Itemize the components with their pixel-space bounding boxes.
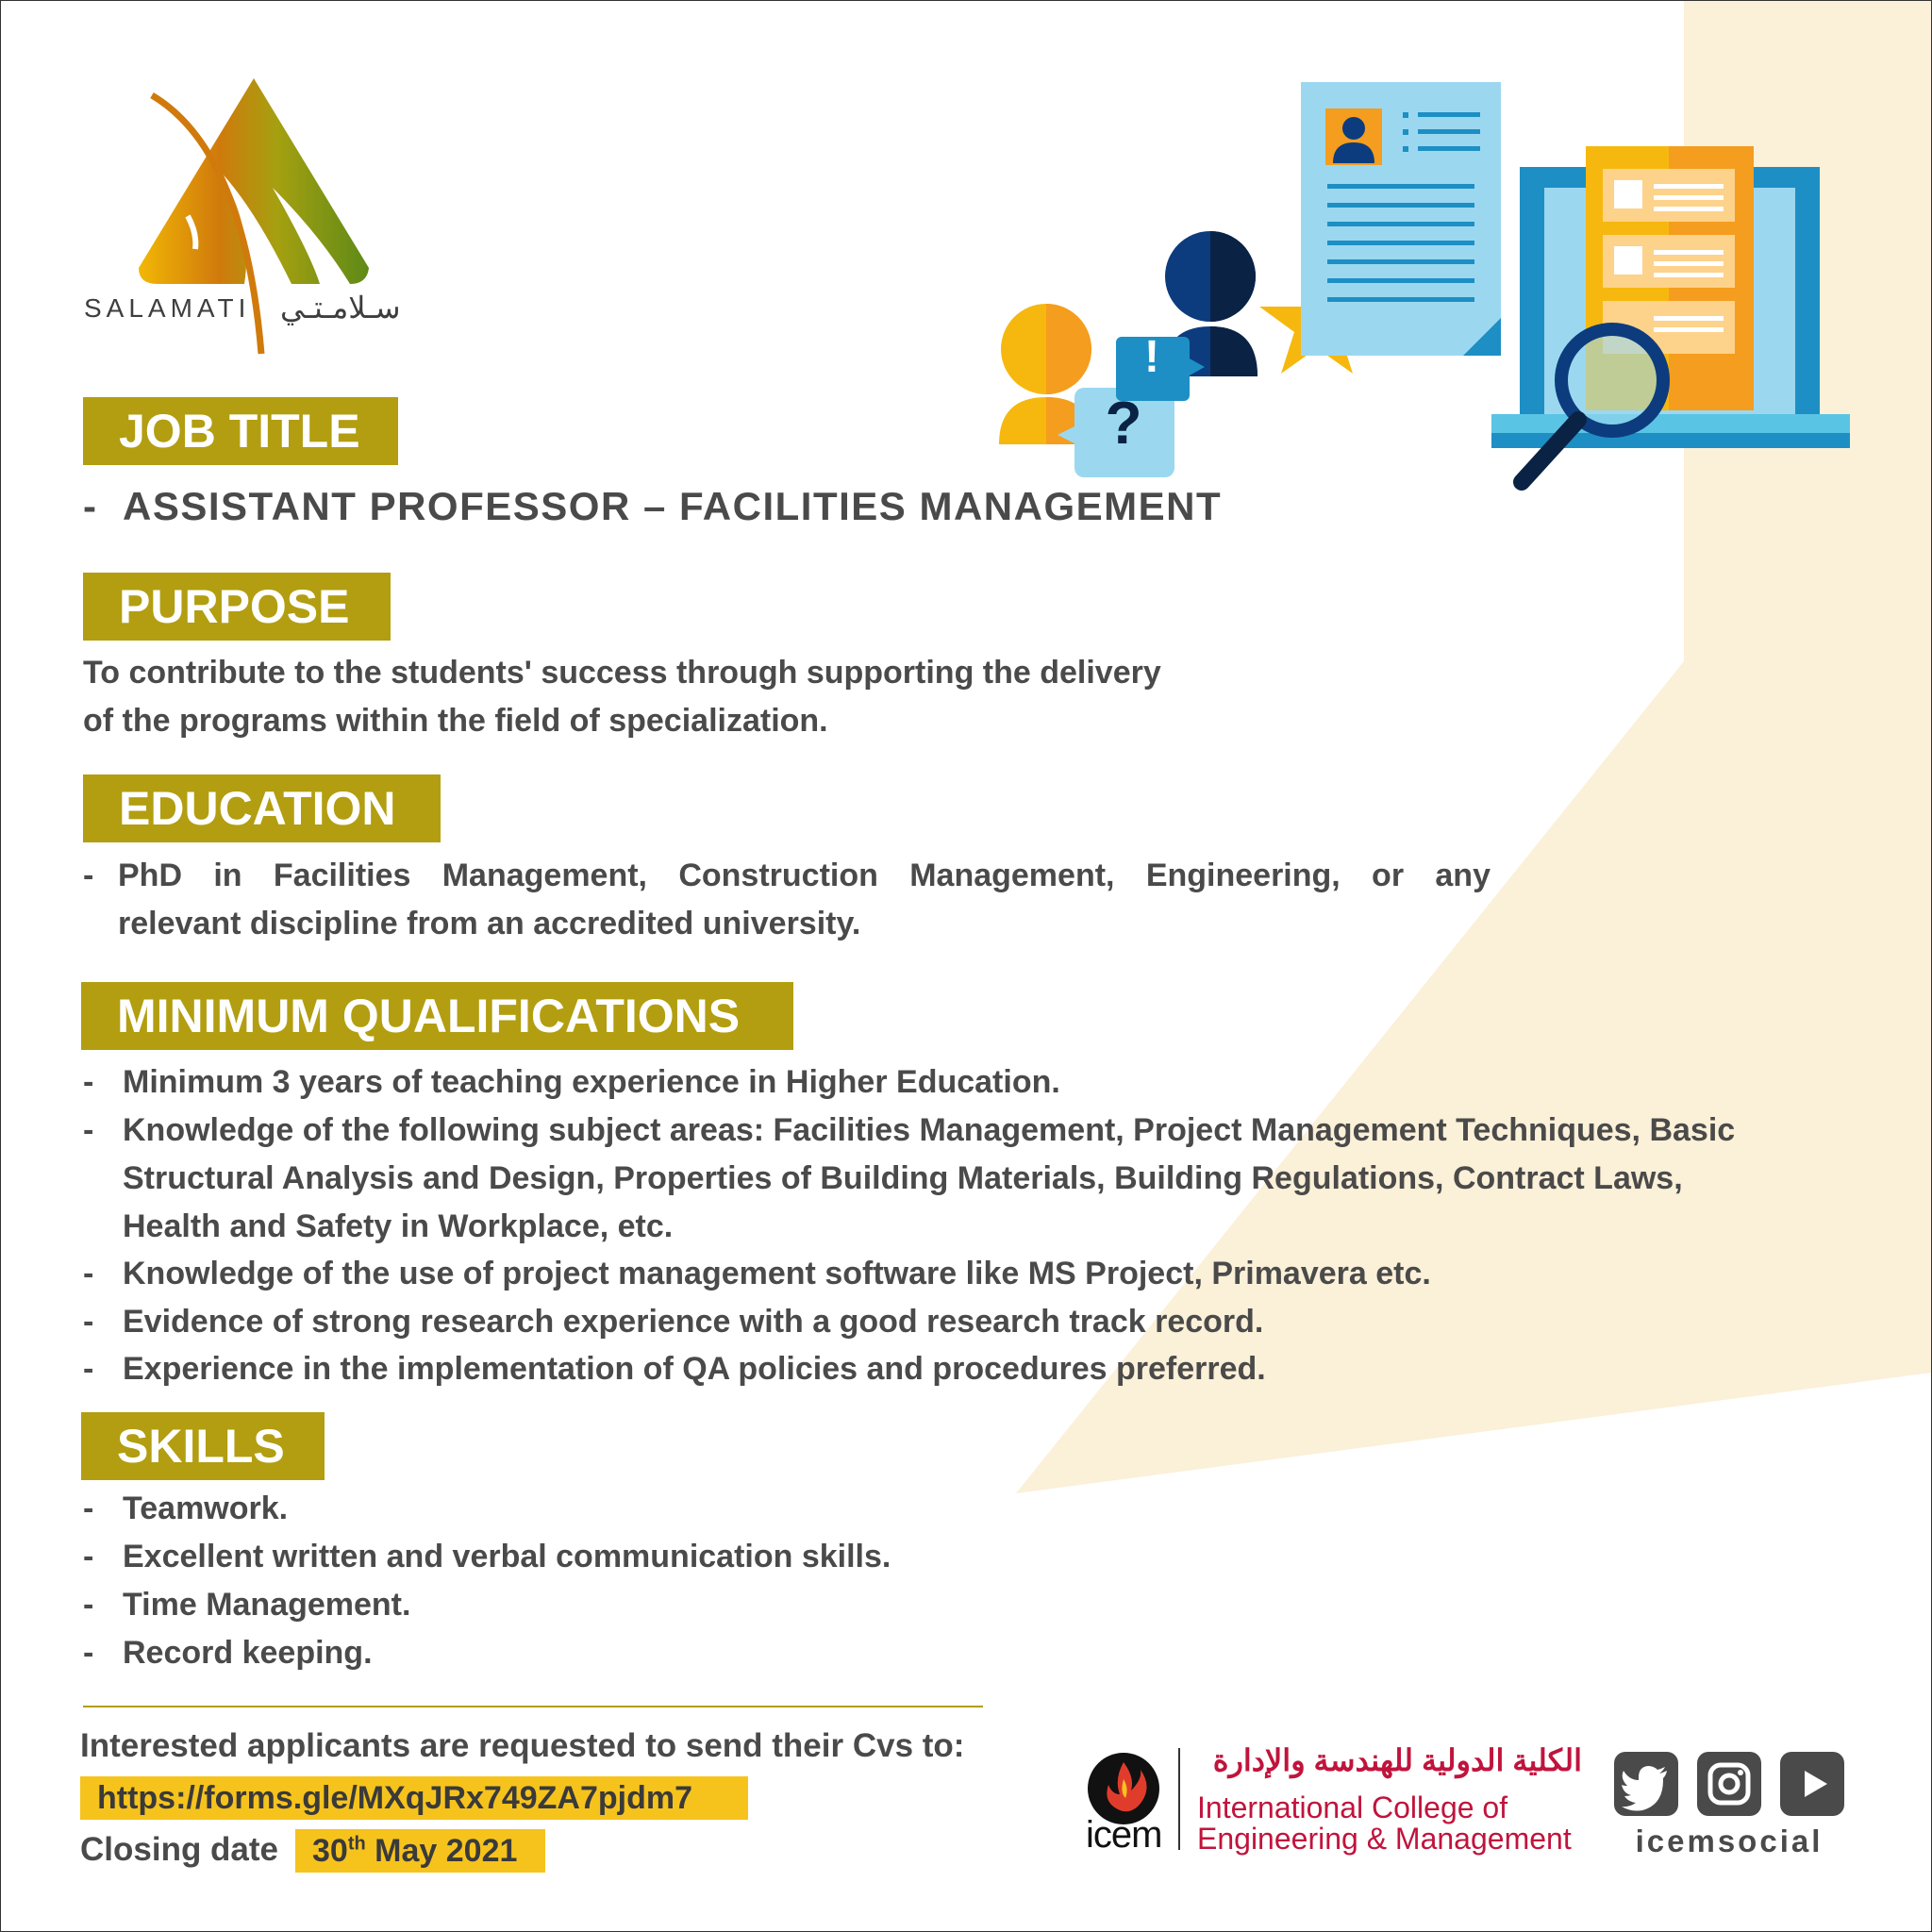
- twitter-icon[interactable]: [1614, 1752, 1678, 1816]
- qualification-text: Knowledge of the following subject areas: Facilities Management, Project Management Techniques, Basic: [123, 1112, 1736, 1148]
- qualification-text: Minimum 3 years of teaching experience in Higher Education.: [123, 1064, 1060, 1100]
- bullet-dash: -: [83, 1304, 94, 1340]
- qualifications-heading: MINIMUM QUALIFICATIONS: [81, 982, 793, 1050]
- education-dash: -: [83, 858, 94, 893]
- exclamation-mark-icon: !: [1144, 332, 1159, 382]
- skill-text: Excellent written and verbal communication skills.: [123, 1539, 891, 1574]
- purpose-line-2: of the programs within the field of specialization.: [83, 703, 828, 739]
- closing-date-label: Closing date: [80, 1831, 279, 1868]
- job-title-dash: -: [83, 484, 98, 528]
- bullet-dash: -: [83, 1587, 94, 1623]
- bullet-dash: -: [83, 1064, 94, 1100]
- qualification-text: Evidence of strong research experience with a good research track record.: [123, 1304, 1264, 1340]
- qualification-text: Experience in the implementation of QA policies and procedures preferred.: [123, 1351, 1266, 1387]
- college-name-ar: الكلية الدولية للهندسة والإدارة: [1212, 1743, 1582, 1777]
- brand-name-ar: سـلامـتـي: [280, 291, 401, 325]
- purpose-line-1: To contribute to the students' success through supporting the delivery: [83, 655, 1161, 691]
- bullet-dash: -: [83, 1351, 94, 1387]
- instagram-icon[interactable]: [1697, 1752, 1761, 1816]
- question-mark-icon: ?: [1105, 389, 1142, 457]
- education-heading: EDUCATION: [83, 774, 441, 842]
- bullet-dash: -: [83, 1635, 94, 1671]
- apply-prompt: Interested applicants are requested to send their Cvs to:: [80, 1727, 965, 1764]
- qualification-text: Knowledge of the use of project management software like MS Project, Primavera etc.: [123, 1256, 1431, 1291]
- bullet-dash: -: [83, 1539, 94, 1574]
- education-line-1: PhD in Facilities Management, Construction Management, Engineering, or any: [118, 858, 1491, 893]
- purpose-heading: PURPOSE: [83, 573, 391, 641]
- education-line-2: relevant discipline from an accredited university.: [118, 906, 861, 941]
- skill-text: Time Management.: [123, 1587, 411, 1623]
- skill-text: Teamwork.: [123, 1491, 289, 1526]
- bullet-dash: -: [83, 1491, 94, 1526]
- skills-heading: SKILLS: [81, 1412, 325, 1480]
- closing-day: 30: [312, 1833, 348, 1869]
- divider: [83, 1706, 983, 1707]
- youtube-icon[interactable]: [1780, 1752, 1844, 1816]
- brand-name-en: SALAMATI: [84, 293, 251, 323]
- application-link[interactable]: https://forms.gle/MXqJRx749ZA7pjdm7: [80, 1776, 748, 1820]
- closing-date-value: [295, 1829, 545, 1873]
- bullet-dash: -: [83, 1256, 94, 1291]
- college-name-en-line-2: Engineering & Management: [1197, 1822, 1572, 1856]
- closing-day-suffix: th: [347, 1833, 366, 1855]
- skill-text: Record keeping.: [123, 1635, 373, 1671]
- bullet-dash: -: [83, 1112, 94, 1148]
- closing-month-year: May 2021: [365, 1833, 518, 1869]
- job-title-heading: JOB TITLE: [83, 397, 398, 465]
- qualification-text: Structural Analysis and Design, Properties of Building Materials, Building Regulations, Contract Laws,: [123, 1160, 1683, 1196]
- college-name-en-line-1: International College of: [1197, 1790, 1508, 1824]
- icem-logo-text: icem: [1086, 1814, 1162, 1856]
- qualification-text: Health and Safety in Workplace, etc.: [123, 1208, 674, 1244]
- logo-separator: [1178, 1748, 1180, 1850]
- job-title-value: ASSISTANT PROFESSOR – FACILITIES MANAGEMENT: [123, 484, 1223, 528]
- social-handle: icemsocial: [1635, 1824, 1824, 1858]
